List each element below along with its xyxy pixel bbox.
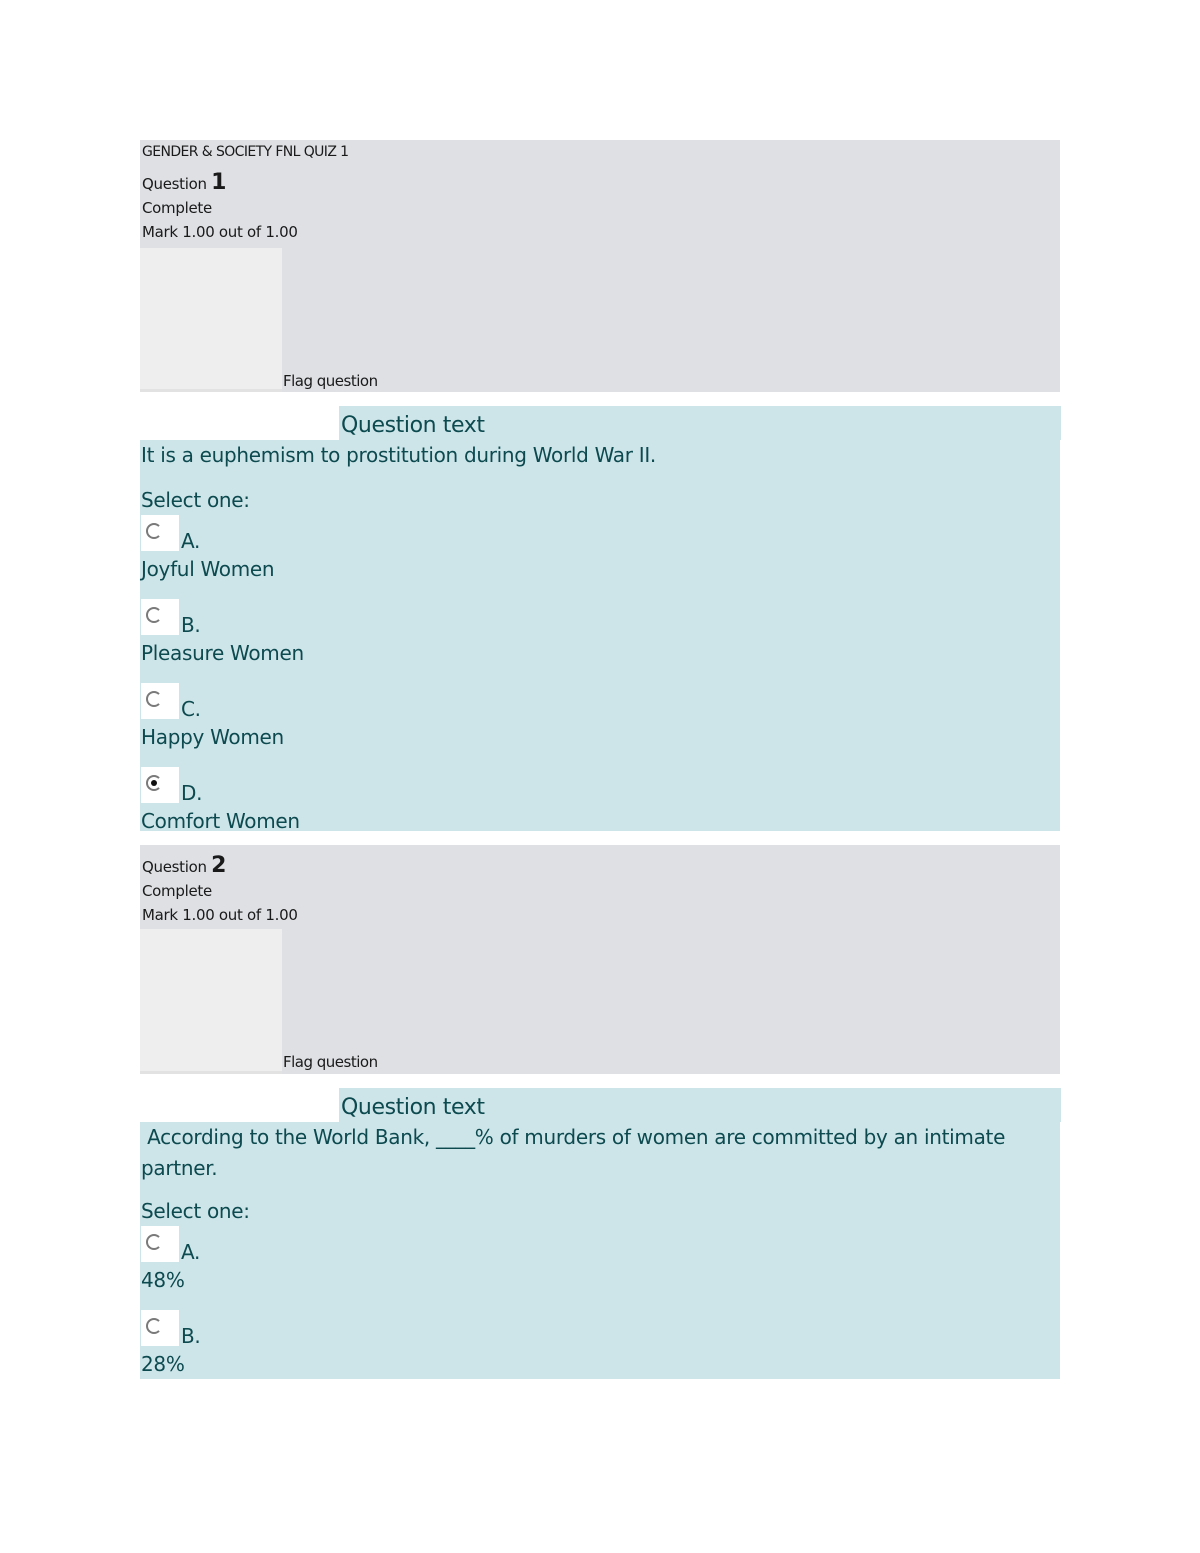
flag-question-link[interactable]: Flag question [283, 1053, 378, 1071]
question-label: Question [142, 175, 207, 193]
question-info-1 [140, 140, 1060, 392]
question-prompt: It is a euphemism to prostitution during World War II. [141, 443, 656, 467]
radio-icon [146, 1234, 162, 1250]
answer-letter: B. [181, 1324, 201, 1348]
answer-option[interactable] [141, 767, 1060, 837]
question-text-block-1 [140, 440, 1060, 831]
answer-option[interactable] [141, 1310, 1060, 1380]
answer-text[interactable]: 28% [141, 1352, 185, 1376]
question-mark: Mark 1.00 out of 1.00 [142, 223, 298, 241]
answer-option[interactable] [141, 599, 1060, 669]
flag-icon[interactable] [140, 929, 282, 1074]
answer-text[interactable]: 48% [141, 1268, 185, 1292]
answer-text[interactable]: Joyful Women [141, 557, 275, 581]
answer-letter: A. [181, 529, 201, 553]
radio-button[interactable] [141, 683, 179, 719]
radio-icon [146, 523, 162, 539]
radio-icon [146, 1318, 162, 1334]
radio-button[interactable] [141, 599, 179, 635]
answer-text[interactable]: Comfort Women [141, 809, 300, 833]
question-text-heading: Question text [339, 406, 1061, 440]
question-number [140, 845, 1060, 879]
answer-letter: C. [181, 697, 201, 721]
quiz-title: GENDER & SOCIETY FNL QUIZ 1 [142, 144, 349, 160]
answer-text[interactable]: Happy Women [141, 725, 284, 749]
answer-option[interactable] [141, 515, 1060, 585]
answer-option[interactable] [141, 683, 1060, 753]
question-number [140, 168, 1060, 196]
flag-icon[interactable] [140, 248, 282, 392]
radio-checked-icon [146, 775, 162, 791]
question-state: Complete [142, 882, 212, 900]
flag-question-link[interactable]: Flag question [283, 372, 378, 390]
question-mark: Mark 1.00 out of 1.00 [142, 906, 298, 924]
question-state: Complete [142, 199, 212, 217]
radio-button[interactable] [141, 767, 179, 803]
radio-button[interactable] [141, 1226, 179, 1262]
quiz-content [140, 140, 1060, 1379]
answer-letter: B. [181, 613, 201, 637]
question-label: Question [142, 858, 207, 876]
radio-icon [146, 691, 162, 707]
answer-text[interactable]: Pleasure Women [141, 641, 304, 665]
answer-letter: D. [181, 781, 203, 805]
question-prompt: According to the World Bank, ____% of murders of women are committed by an intimate partner. [141, 1125, 1012, 1180]
question-number-value: 1 [211, 170, 227, 195]
select-one-label: Select one: [141, 488, 250, 512]
question-info-2 [140, 845, 1060, 1074]
question-text-heading: Question text [339, 1088, 1061, 1122]
select-one-label: Select one: [141, 1199, 250, 1223]
radio-button[interactable] [141, 1310, 179, 1346]
radio-icon [146, 607, 162, 623]
answer-letter: A. [181, 1240, 201, 1264]
answer-option[interactable] [141, 1226, 1060, 1296]
question-text-block-2 [140, 1122, 1060, 1379]
radio-button[interactable] [141, 515, 179, 551]
question-number-value: 2 [211, 853, 227, 878]
